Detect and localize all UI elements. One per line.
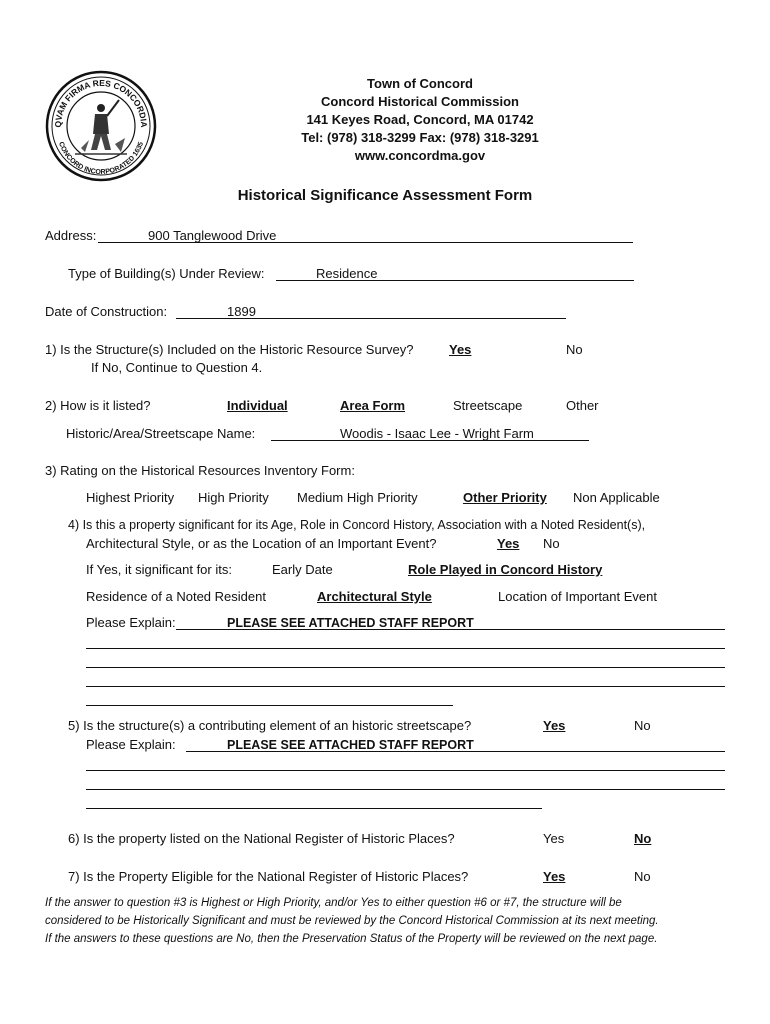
q2-other: Other [566,398,599,413]
note-line-2: considered to be Historically Significant and must be reviewed by the Concord Historical Commission at its next meeting. [45,915,659,927]
building-type-value: Residence [316,266,378,281]
q7-no: No [634,869,651,884]
address-label: Address: [45,228,97,243]
q5-explain-line-2 [86,770,725,771]
note-line-3: If the answers to these questions are No, then the Preservation Status of the Property will be reviewed on the next page. [45,933,658,945]
q3-non-applicable: Non Applicable [573,490,660,505]
svg-text:QVAM FIRMA RES CONCORDIA: QVAM FIRMA RES CONCORDIA [52,77,150,128]
q7-yes-selected: Yes [543,869,566,884]
q4-explain-line-5 [86,705,453,706]
q4-explain-line-2 [86,648,725,649]
address-value: 900 Tanglewood Drive [148,228,277,243]
q4-if-yes-label: If Yes, it significant for its: [86,562,232,577]
form-title: Historical Significance Assessment Form [237,187,533,204]
q1-no: No [566,342,583,357]
building-type-label: Type of Building(s) Under Review: [68,266,265,281]
date-value: 1899 [227,304,256,319]
q2-area-form-selected: Area Form [340,398,406,413]
q4-early-date: Early Date [272,562,333,577]
q5-explain-line-3 [86,789,725,790]
q3-highest-priority: Highest Priority [86,490,175,505]
question-6: 6) Is the property listed on the National Register of Historic Places? [68,831,455,846]
q4-explain-line-4 [86,686,725,687]
q5-explain-line-4 [86,808,542,809]
q4-important-event: Location of Important Event [498,589,657,604]
q4-no: No [543,536,560,551]
q4-explain-value: PLEASE SEE ATTACHED STAFF REPORT [227,616,474,630]
q4-yes-selected: Yes [497,536,520,551]
q4-explain-label: Please Explain: [86,615,176,630]
q2-streetscape: Streetscape [453,398,523,413]
header-address: 141 Keyes Road, Concord, MA 01742 [306,112,534,127]
q3-other-priority-selected: Other Priority [463,490,547,505]
q5-explain-label: Please Explain: [86,737,176,752]
header-town: Town of Concord [367,76,473,91]
q2-name-label: Historic/Area/Streetscape Name: [66,426,256,441]
q1-note: If No, Continue to Question 4. [91,360,263,375]
date-label: Date of Construction: [45,304,168,319]
q2-individual-selected: Individual [227,398,288,413]
q1-yes-selected: Yes [449,342,472,357]
header-website: www.concordma.gov [354,148,486,163]
q4-role-played-selected: Role Played in Concord History [408,562,603,577]
question-4-line2: Architectural Style, or as the Location of an Important Event? [86,536,437,551]
q5-no: No [634,718,651,733]
q3-medium-high-priority: Medium High Priority [297,490,418,505]
header-phone-fax: Tel: (978) 318-3299 Fax: (978) 318-3291 [301,130,539,145]
question-7: 7) Is the Property Eligible for the National Register of Historic Places? [68,869,469,884]
q4-noted-resident: Residence of a Noted Resident [86,589,266,604]
q6-yes: Yes [543,831,565,846]
question-4-line1: 4) Is this a property significant for its Age, Role in Concord History, Association with a Noted Resident(s), [68,518,646,532]
header-commission: Concord Historical Commission [321,94,519,109]
town-seal-logo [45,70,157,182]
question-2: 2) How is it listed? [45,398,151,413]
note-line-1: If the answer to question #3 is Highest or High Priority, and/or Yes to either question #6 or #7, the structure will be [45,897,622,909]
q2-name-value: Woodis - Isaac Lee - Wright Farm [340,426,534,441]
svg-text:CONCORD INCORPORATED 1635: CONCORD INCORPORATED 1635 [56,141,146,177]
q5-yes-selected: Yes [543,718,566,733]
question-1: 1) Is the Structure(s) Included on the Historic Resource Survey? [45,342,414,357]
q4-architectural-style-selected: Architectural Style [317,589,432,604]
question-5: 5) Is the structure(s) a contributing element of an historic streetscape? [68,718,472,733]
q3-high-priority: High Priority [198,490,269,505]
q5-explain-value: PLEASE SEE ATTACHED STAFF REPORT [227,738,474,752]
question-3: 3) Rating on the Historical Resources Inventory Form: [45,463,355,478]
q6-no-selected: No [634,831,652,846]
q4-explain-line-3 [86,667,725,668]
